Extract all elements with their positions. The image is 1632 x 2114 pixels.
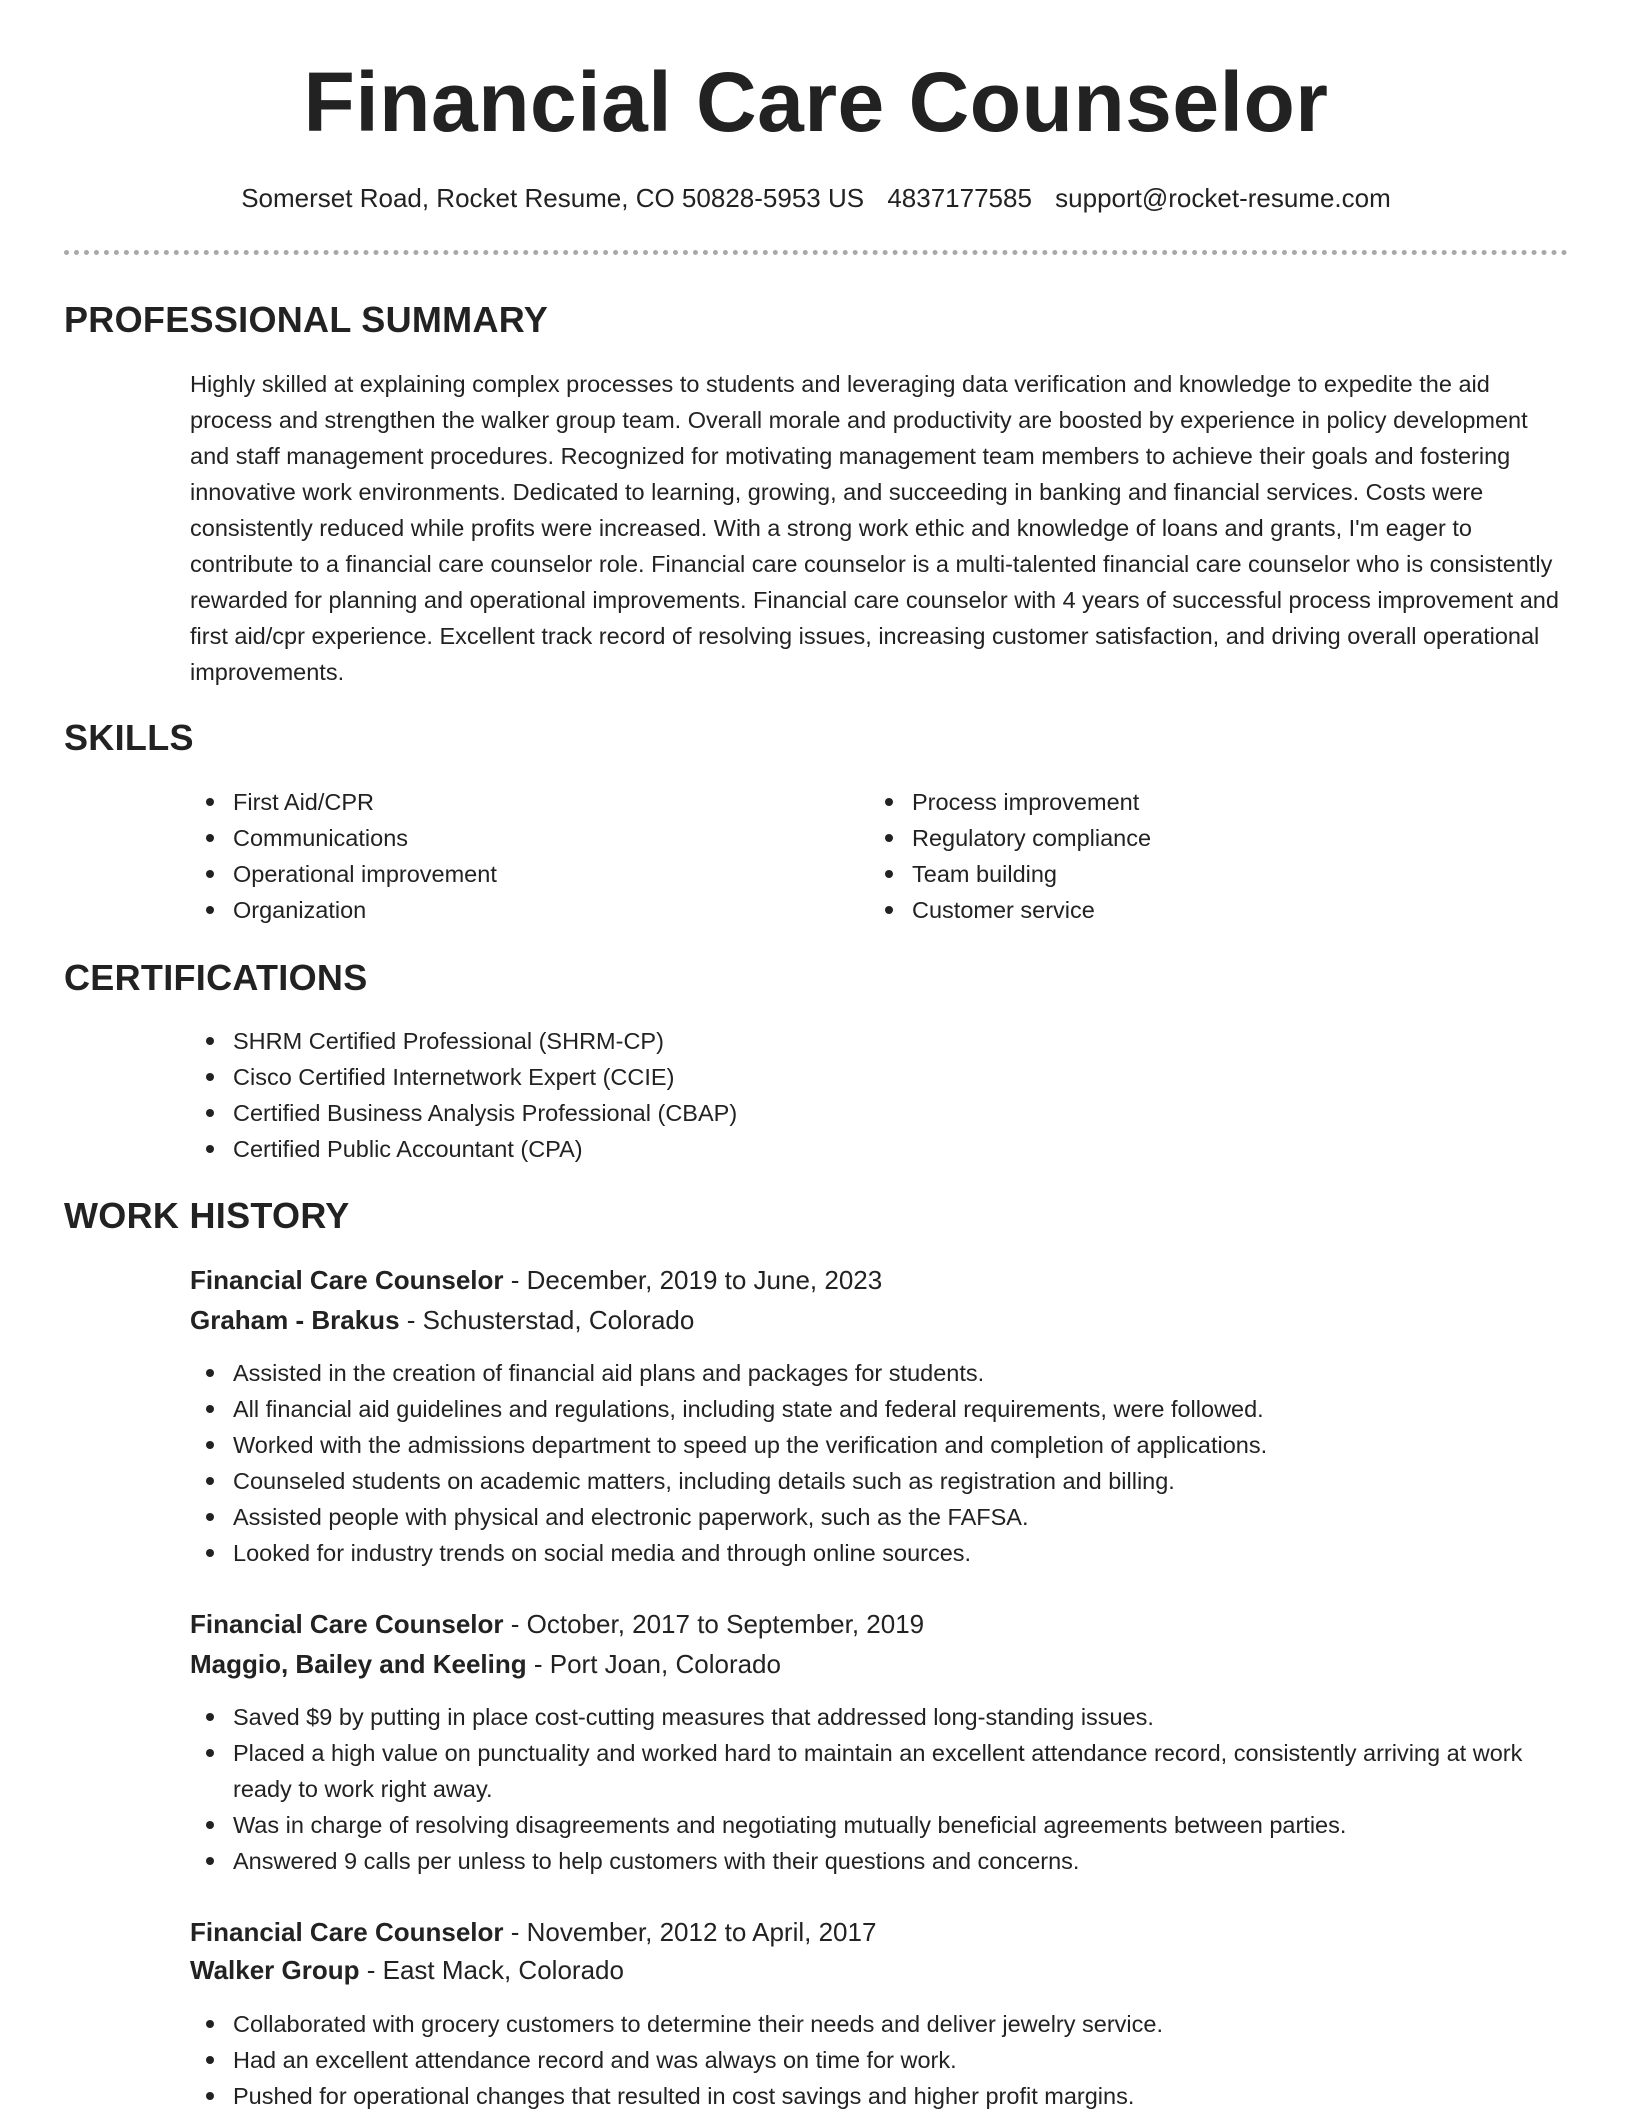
job-duties-list [190, 1355, 1570, 1571]
job-company-line [190, 1646, 781, 1682]
contact-line [0, 180, 1632, 216]
job-duty-item: Pushed for operational changes that resulted in cost savings and higher profit margins. [190, 2078, 1570, 2114]
certification-item: Certified Business Analysis Professional (CBAP) [190, 1095, 1570, 1131]
job-location: - East Mack, Colorado [359, 1955, 624, 1985]
job-duties-list [190, 2006, 1570, 2114]
job-location: - Schusterstad, Colorado [399, 1305, 695, 1335]
skill-item: Customer service [869, 892, 1509, 928]
work-history-heading: WORK HISTORY [64, 1195, 350, 1236]
job-company: Walker Group [190, 1955, 360, 1985]
summary-heading: PROFESSIONAL SUMMARY [64, 299, 549, 340]
certifications-heading: CERTIFICATIONS [64, 957, 368, 998]
job-duty-item: Had an excellent attendance record and was always on time for work. [190, 2042, 1570, 2078]
skill-item: Operational improvement [190, 856, 830, 892]
skill-item: Regulatory compliance [869, 820, 1509, 856]
job-duty-item: Counseled students on academic matters, including details such as registration and billing. [190, 1463, 1570, 1499]
job-location: - Port Joan, Colorado [526, 1649, 781, 1679]
job-duty-item: All financial aid guidelines and regulations, including state and federal requirements, were followed. [190, 1391, 1570, 1427]
certifications-list [190, 1023, 1570, 1167]
job-company-line [190, 1952, 624, 1988]
job-title: Financial Care Counselor [190, 1609, 504, 1639]
contact-address: Somerset Road, Rocket Resume, CO 50828-5953 US [241, 183, 865, 213]
job-title-line [190, 1606, 924, 1642]
job-duty-item: Answered 9 calls per unless to help customers with their questions and concerns. [190, 1843, 1570, 1879]
skills-list-left [190, 784, 830, 928]
job-duty-item: Saved $9 by putting in place cost-cutting measures that addressed long-standing issues. [190, 1699, 1570, 1735]
job-duty-item: Worked with the admissions department to speed up the verification and completion of applications. [190, 1427, 1570, 1463]
job-duty-item: Looked for industry trends on social media and through online sources. [190, 1535, 1570, 1571]
job-duty-item: Placed a high value on punctuality and worked hard to maintain an excellent attendance record, consistently arriving at work ready to work right away. [190, 1735, 1570, 1807]
job-dates: - October, 2017 to September, 2019 [503, 1609, 925, 1639]
job-title-line [190, 1914, 876, 1950]
skills-heading: SKILLS [64, 717, 194, 758]
skill-item: Communications [190, 820, 830, 856]
skill-item: Process improvement [869, 784, 1509, 820]
resume-name: Financial Care Counselor [303, 55, 1329, 149]
job-duty-item: Assisted people with physical and electronic paperwork, such as the FAFSA. [190, 1499, 1570, 1535]
job-duty-item: Collaborated with grocery customers to determine their needs and deliver jewelry service. [190, 2006, 1570, 2042]
certification-item: SHRM Certified Professional (SHRM-CP) [190, 1023, 1570, 1059]
skill-item: Team building [869, 856, 1509, 892]
job-company-line [190, 1302, 694, 1338]
skills-list-right [869, 784, 1509, 928]
skill-item: First Aid/CPR [190, 784, 830, 820]
job-title: Financial Care Counselor [190, 1265, 504, 1295]
contact-email: support@rocket-resume.com [1055, 183, 1391, 213]
job-title: Financial Care Counselor [190, 1917, 504, 1947]
contact-phone: 4837177585 [887, 183, 1032, 213]
job-dates: - December, 2019 to June, 2023 [503, 1265, 883, 1295]
job-duties-list [190, 1699, 1570, 1879]
job-company: Maggio, Bailey and Keeling [190, 1649, 527, 1679]
job-duty-item: Was in charge of resolving disagreements and negotiating mutually beneficial agreements between parties. [190, 1807, 1570, 1843]
job-company: Graham - Brakus [190, 1305, 400, 1335]
job-title-line [190, 1262, 882, 1298]
header-divider [64, 250, 1568, 255]
skill-item: Organization [190, 892, 830, 928]
summary-text: Highly skilled at explaining complex processes to students and leveraging data verification and knowledge to expedite the aid process and strengthen the walker group team. Overall morale and productivity are boosted by experience in policy development and staff management procedures. Recognized for motivating management team members to achieve their goals and fostering innovative work environments. Dedicated to learning, growing, and succeeding in banking and financial services. Costs were consistently reduced while profits were increased. With a strong work ethic and knowledge of loans and grants, I'm eager to contribute to a financial care counselor role. Financial care counselor is a multi-talented financial care counselor who is consistently rewarded for planning and operational improvements. Financial care counselor with 4 years of successful process improvement and first aid/cpr experience. Excellent track record of resolving issues, increasing customer satisfaction, and driving overall operational improvements. [190, 371, 1559, 685]
certification-item: Cisco Certified Internetwork Expert (CCIE) [190, 1059, 1570, 1095]
job-dates: - November, 2012 to April, 2017 [503, 1917, 877, 1947]
job-duty-item: Assisted in the creation of financial aid plans and packages for students. [190, 1355, 1570, 1391]
certification-item: Certified Public Accountant (CPA) [190, 1131, 1570, 1167]
